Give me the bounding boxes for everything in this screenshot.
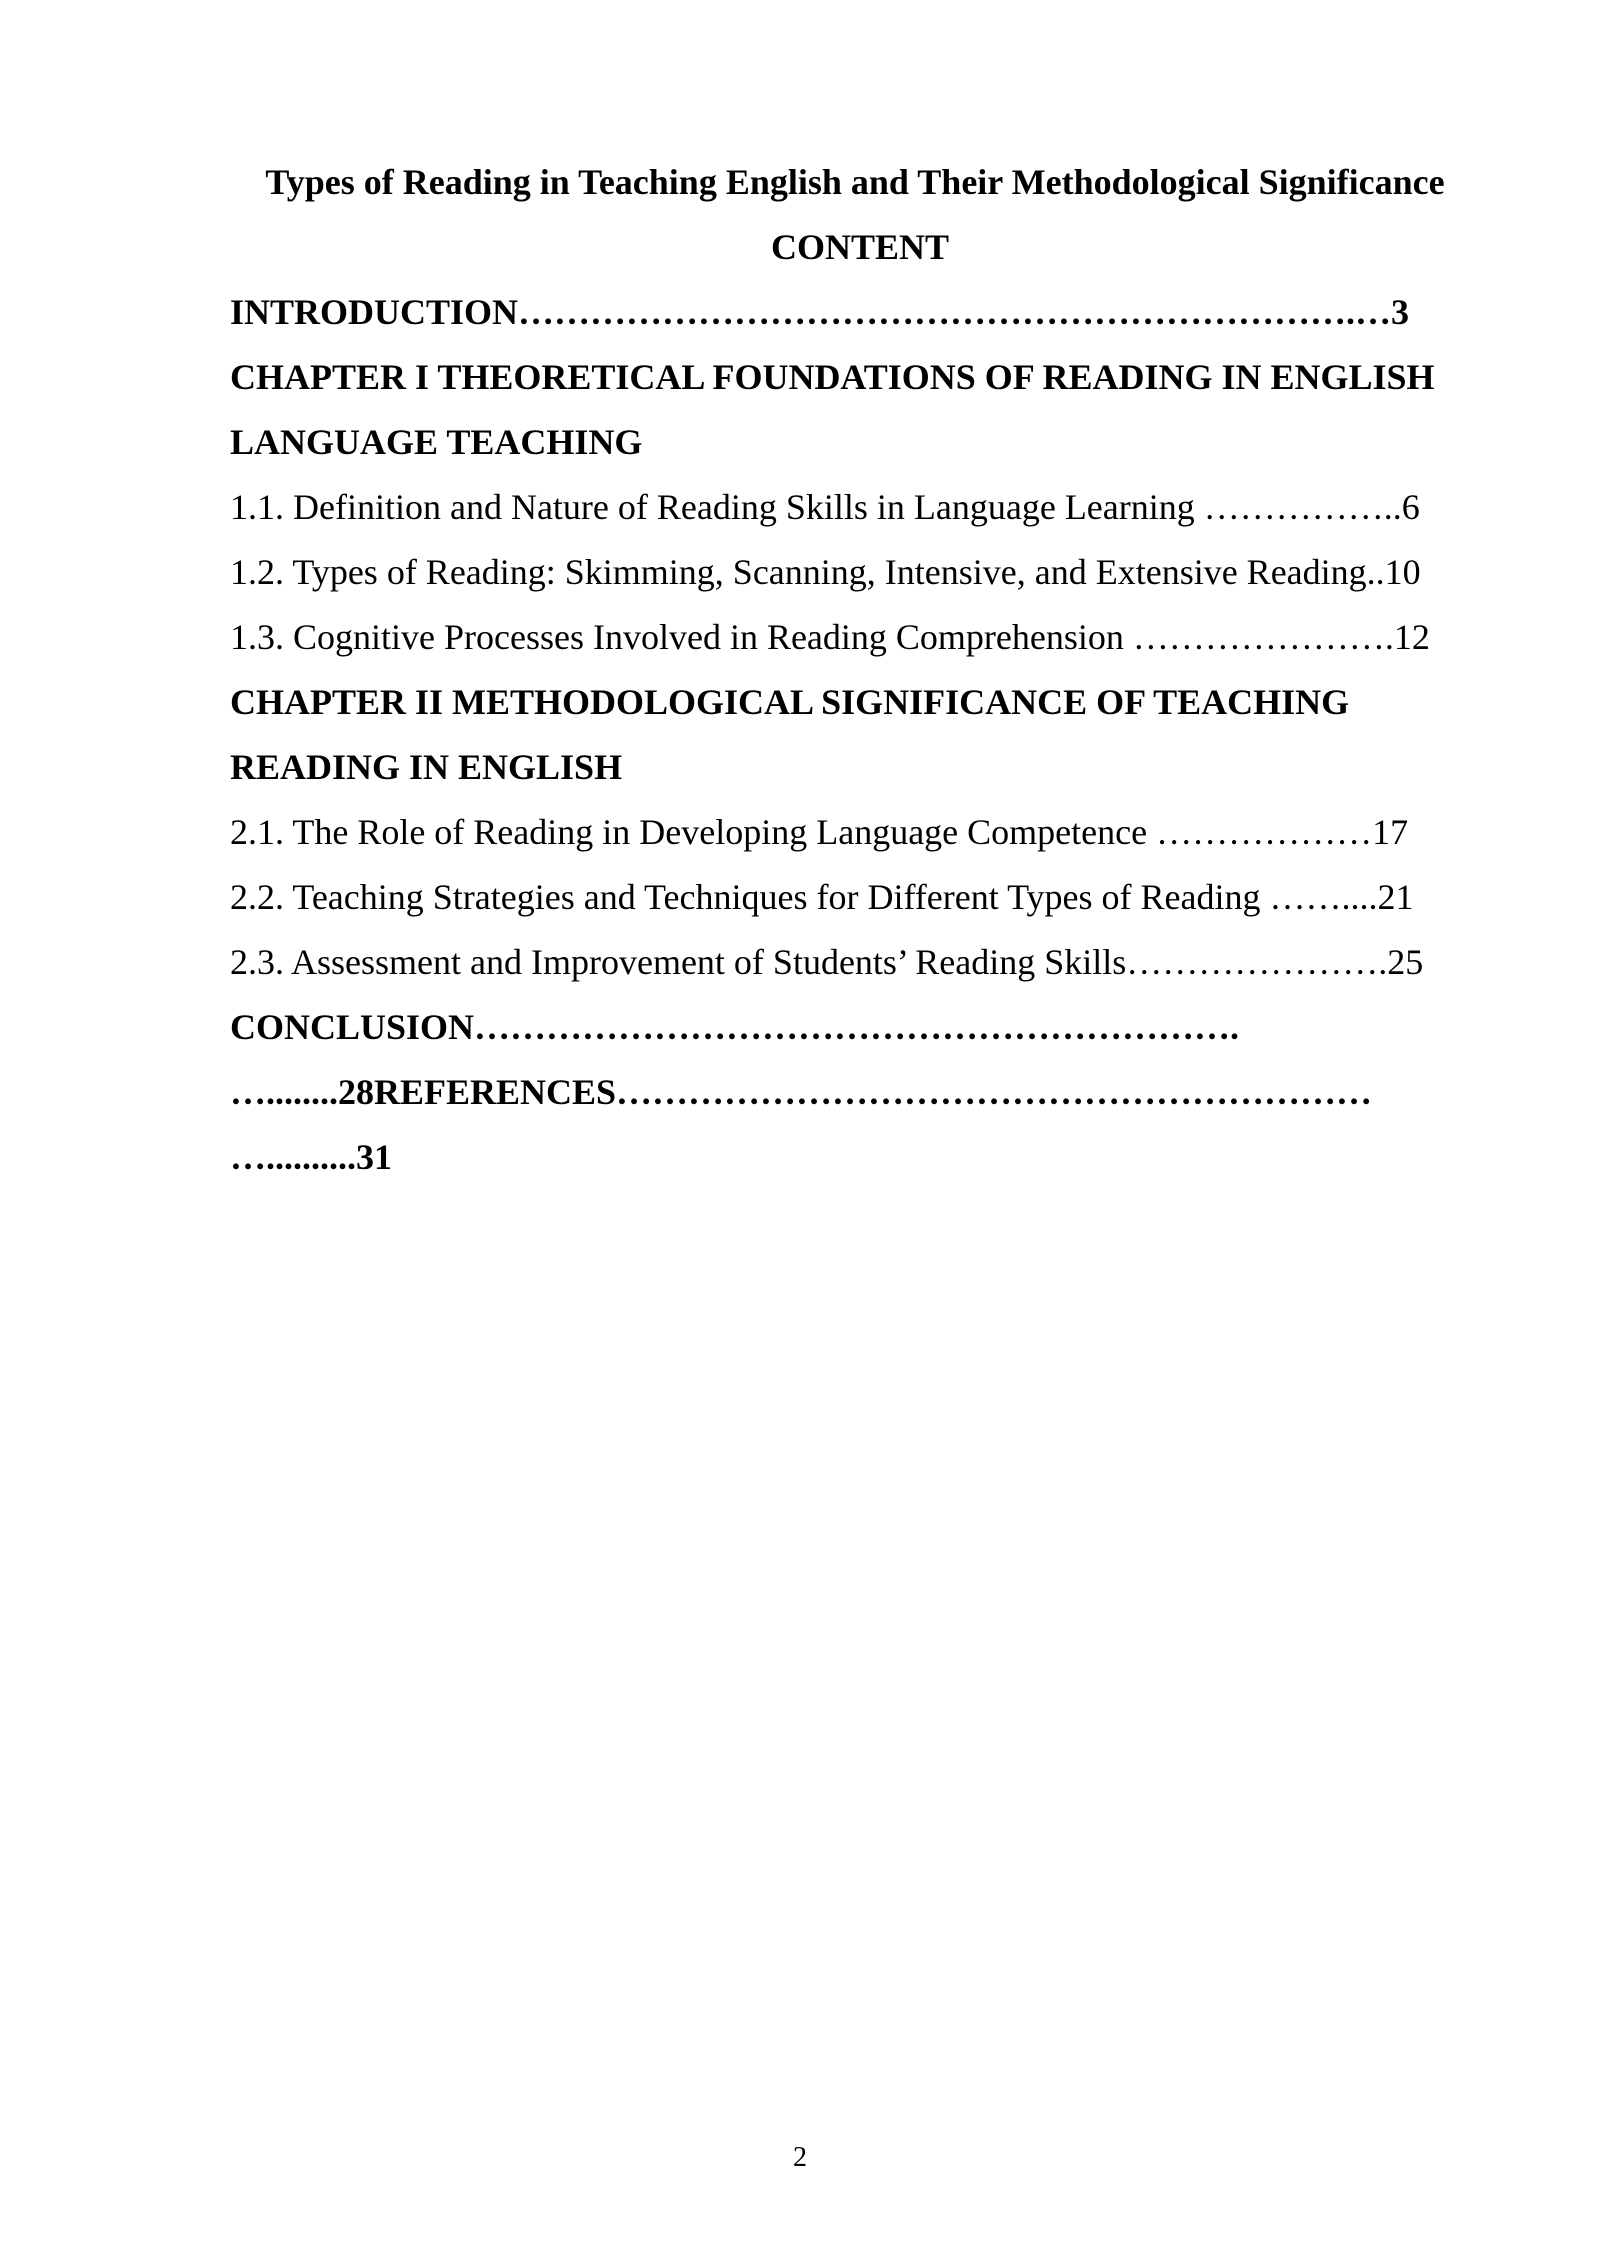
contents-heading: CONTENT [770, 227, 950, 267]
toc-entry: …........28REFERENCES……………………………………………………… [230, 1072, 1373, 1112]
toc-list [230, 280, 1490, 1190]
toc-entry: 2.2. Teaching Strategies and Techniques for Different Types of Reading ……....21 [230, 877, 1414, 917]
toc-entry: 2.1. The Role of Reading in Developing Language Competence ………………17 [230, 812, 1409, 852]
toc-entry: CONCLUSION………………………………………………………. [230, 1007, 1240, 1047]
toc-entry: 1.2. Types of Reading: Skimming, Scanning, Intensive, and Extensive Reading..10 [230, 552, 1421, 592]
document-title: Types of Reading in Teaching English and Their Methodological Significance [265, 162, 1445, 202]
toc-entry: READING IN ENGLISH [230, 747, 623, 787]
toc-entry: 2.3. Assessment and Improvement of Students’ Reading Skills………………….25 [230, 942, 1424, 982]
toc-entry: 1.3. Cognitive Processes Involved in Reading Comprehension ………………….12 [230, 617, 1430, 657]
toc-entry: LANGUAGE TEACHING [230, 422, 643, 462]
toc-entry: 1.1. Definition and Nature of Reading Skills in Language Learning ……………..6 [230, 487, 1420, 527]
toc-entry: CHAPTER II METHODOLOGICAL SIGNIFICANCE OF TEACHING [230, 682, 1350, 722]
toc-entry: INTRODUCTION…………………………………………………………….…3 [230, 292, 1410, 332]
table-of-contents [230, 150, 1490, 1190]
toc-entry: CHAPTER I THEORETICAL FOUNDATIONS OF READING IN ENGLISH [230, 357, 1435, 397]
page-number: 2 [793, 2142, 807, 2173]
toc-entry: …..........31 [230, 1137, 392, 1177]
